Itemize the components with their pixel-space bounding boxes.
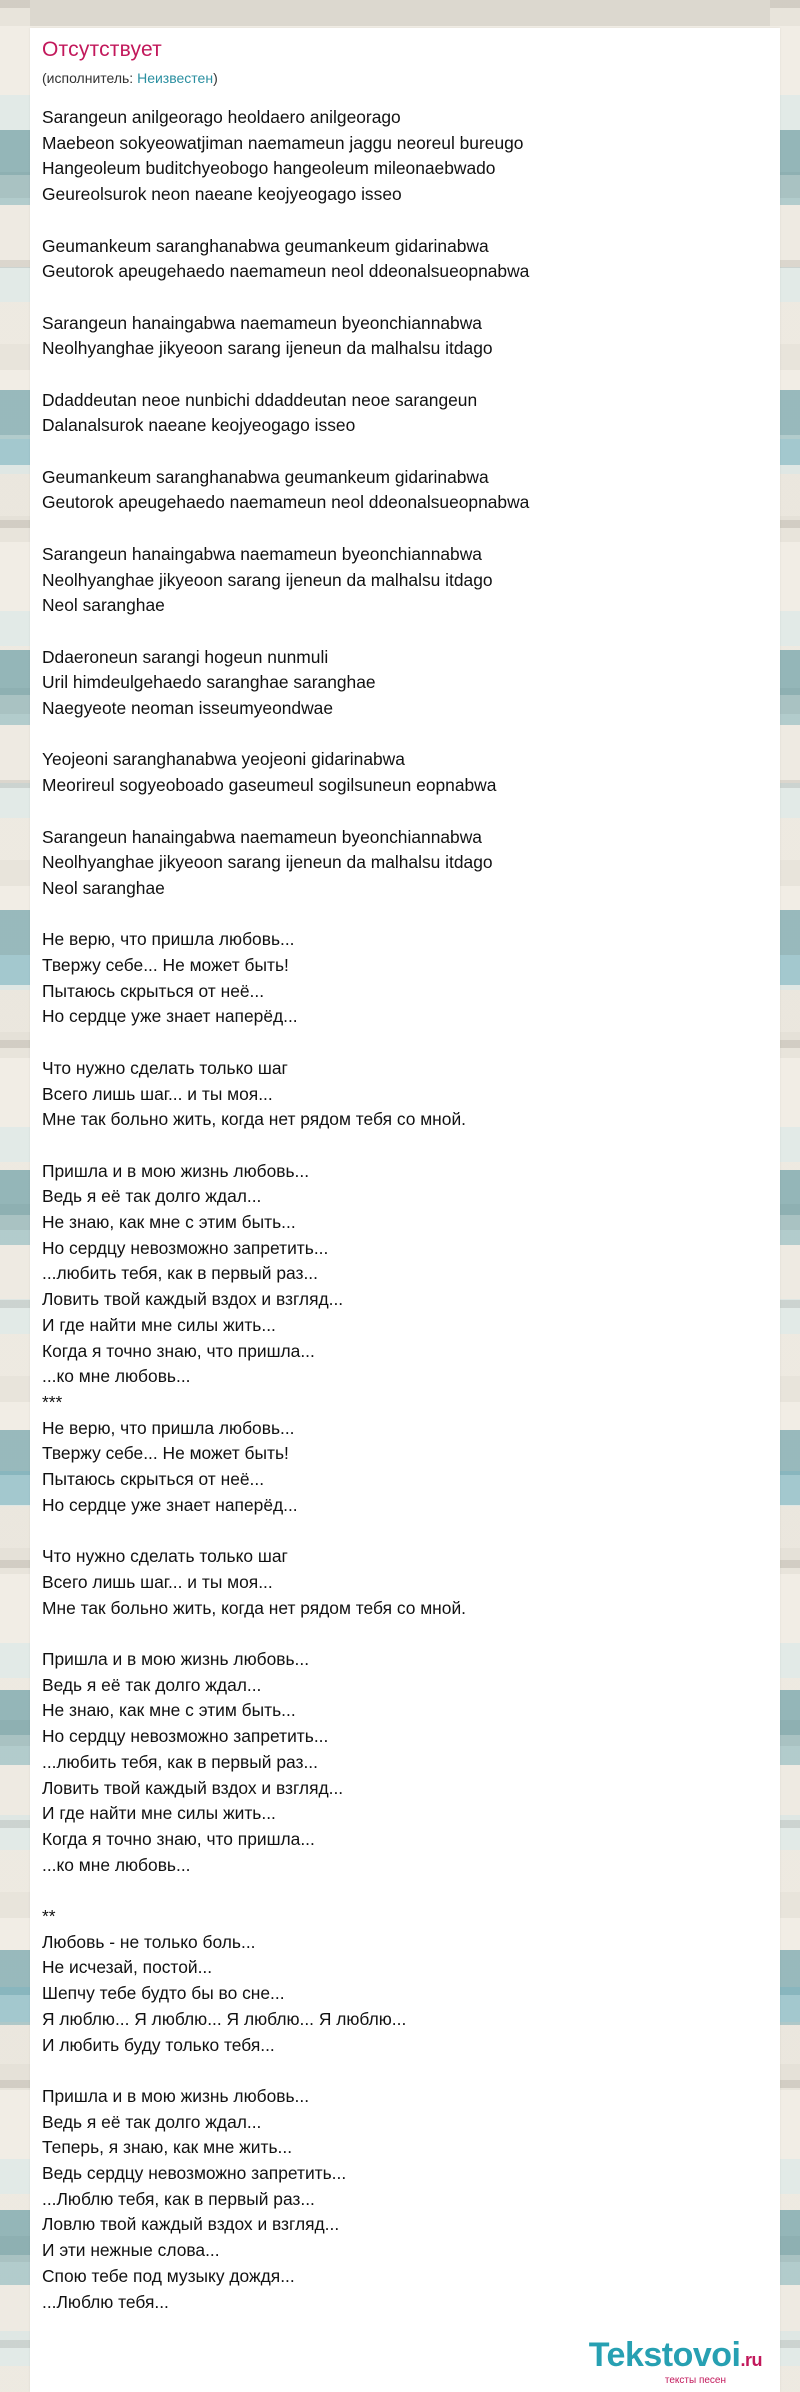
lyric-line: Ловить твой каждый вздох и взгляд...: [42, 1289, 344, 1310]
lyric-line: Ведь я её так долго ждал...: [42, 2111, 262, 2132]
lyric-line: Ведь я её так долго ждал...: [42, 1674, 262, 1695]
artist-prefix: (исполнитель:: [42, 70, 138, 86]
lyric-line: Dalanalsurok naeane keojyeogago isseo: [42, 415, 356, 436]
lyric-line: Не верю, что пришла любовь...: [42, 929, 295, 950]
lyric-line: Ловлю твой каждый вздох и взгляд...: [42, 2214, 340, 2235]
lyric-line: ...Люблю тебя...: [42, 2291, 169, 2312]
lyric-line: ...любить тебя, как в первый раз...: [42, 1751, 318, 1772]
lyric-line: ***: [42, 1391, 63, 1412]
lyric-line: Geutorok apeugehaedo naemameun neol ddeonalsueopnabwa: [42, 492, 530, 513]
lyric-line: Когда я точно знаю, что пришла...: [42, 1828, 315, 1849]
lyric-blank-line: [42, 619, 762, 645]
lyric-blank-line: [42, 1621, 762, 1647]
lyric-line: Что нужно сделать только шаг: [42, 1546, 288, 1567]
lyric-line: Но сердцу невозможно запретить...: [42, 1726, 329, 1747]
lyric-line: ...Люблю тебя, как в первый раз...: [42, 2188, 315, 2209]
lyric-line: ...любить тебя, как в первый раз...: [42, 1263, 318, 1284]
lyric-line: Naegyeote neoman isseumyeondwae: [42, 698, 333, 719]
lyric-line: Sarangeun hanaingabwa naemameun byeonchiannabwa: [42, 826, 482, 847]
lyric-blank-line: [42, 362, 762, 388]
lyric-line: Всего лишь шаг... и ты моя...: [42, 1083, 273, 1104]
lyric-blank-line: [42, 902, 762, 928]
logo-suffix: .ru: [740, 2350, 762, 2370]
lyric-line: Что нужно сделать только шаг: [42, 1057, 288, 1078]
lyric-line: ...ко мне любовь...: [42, 1366, 191, 1387]
lyric-line: Sarangeun hanaingabwa naemameun byeonchiannabwa: [42, 543, 482, 564]
lyric-blank-line: [42, 208, 762, 234]
lyric-line: Пришла и в мою жизнь любовь...: [42, 1160, 310, 1181]
lyric-line: Ddaddeutan neoe nunbichi ddaddeutan neoe sarangeun: [42, 389, 478, 410]
lyric-line: Мне так больно жить, когда нет рядом тебя со мной.: [42, 1109, 467, 1130]
artist-suffix: ): [213, 70, 218, 86]
lyric-blank-line: [42, 1133, 762, 1159]
lyric-line: Всего лишь шаг... и ты моя...: [42, 1571, 273, 1592]
lyric-line: Neolhyanghae jikyeoon sarang ijeneun da malhalsu itdago: [42, 569, 493, 590]
lyric-line: Neolhyanghae jikyeoon sarang ijeneun da malhalsu itdago: [42, 852, 493, 873]
lyric-line: Geutorok apeugehaedo naemameun neol ddeonalsueopnabwa: [42, 261, 530, 282]
lyric-line: Ведь сердцу невозможно запретить...: [42, 2163, 347, 2184]
lyric-line: Meorireul sogyeoboado gaseumeul sogilsuneun eopnabwa: [42, 775, 497, 796]
lyric-line: Не знаю, как мне с этим быть...: [42, 1700, 296, 1721]
lyric-line: Теперь, я знаю, как мне жить...: [42, 2137, 293, 2158]
lyric-line: И где найти мне силы жить...: [42, 1803, 276, 1824]
lyric-line: И любить буду только тебя...: [42, 2034, 275, 2055]
lyric-blank-line: [42, 1030, 762, 1056]
song-title: Отсутствует: [42, 38, 162, 61]
lyric-line: Geumankeum saranghanabwa geumankeum gidarinabwa: [42, 466, 489, 487]
lyric-line: Пытаюсь скрыться от неё...: [42, 980, 265, 1001]
site-logo[interactable]: [589, 2338, 762, 2386]
lyric-blank-line: [42, 516, 762, 542]
lyrics-text: [42, 105, 762, 2315]
lyric-blank-line: [42, 799, 762, 825]
lyric-line: Maebeon sokyeowatjiman naemameun jaggu neoreul bureugo: [42, 132, 524, 153]
lyric-line: Но сердце уже знает наперёд...: [42, 1006, 298, 1027]
lyric-line: Uril himdeulgehaedo saranghae saranghae: [42, 672, 376, 693]
lyric-line: Sarangeun anilgeorago heoldaero anilgeorago: [42, 107, 401, 127]
lyric-line: Neol saranghae: [42, 595, 165, 616]
lyric-line: Hangeoleum buditchyeobogo hangeoleum mileonaebwado: [42, 158, 496, 179]
lyric-blank-line: [42, 2058, 762, 2084]
lyric-line: ...ко мне любовь...: [42, 1854, 191, 1875]
lyric-line: Но сердцу невозможно запретить...: [42, 1237, 329, 1258]
lyric-line: Пришла и в мою жизнь любовь...: [42, 2085, 310, 2106]
lyric-line: Когда я точно знаю, что пришла...: [42, 1340, 315, 1361]
lyric-line: Не знаю, как мне с этим быть...: [42, 1212, 296, 1233]
lyric-line: Я люблю... Я люблю... Я люблю... Я люблю...: [42, 2008, 407, 2029]
lyric-line: Geumankeum saranghanabwa geumankeum gidarinabwa: [42, 235, 489, 256]
lyric-line: **: [42, 1906, 56, 1926]
lyric-line: Твержу себе... Не может быть!: [42, 955, 289, 976]
artist-line: [42, 70, 218, 86]
lyric-line: Спою тебе под музыку дождя...: [42, 2265, 295, 2286]
artist-link[interactable]: Неизвестен: [137, 70, 214, 86]
lyric-line: И эти нежные слова...: [42, 2240, 220, 2261]
lyric-line: Ddaeroneun sarangi hogeun nunmuli: [42, 646, 329, 667]
lyric-line: Yeojeoni saranghanabwa yeojeoni gidarinabwa: [42, 749, 405, 770]
lyric-line: И где найти мне силы жить...: [42, 1314, 276, 1335]
lyric-line: Geureolsurok neon naeane keojyeogago isseo: [42, 184, 402, 205]
lyric-blank-line: [42, 1878, 762, 1904]
lyric-line: Шепчу тебе будто бы во сне...: [42, 1983, 285, 2004]
lyric-blank-line: [42, 285, 762, 311]
lyric-line: Пытаюсь скрыться от неё...: [42, 1469, 265, 1490]
lyric-line: Neol saranghae: [42, 877, 165, 898]
logo-name: Tekstovoi: [588, 2336, 741, 2374]
lyric-line: Любовь - не только боль...: [42, 1931, 256, 1952]
lyric-line: Ведь я её так долго ждал...: [42, 1186, 262, 1207]
lyric-line: Мне так больно жить, когда нет рядом тебя со мной.: [42, 1597, 467, 1618]
lyric-line: Neolhyanghae jikyeoon sarang ijeneun da malhalsu itdago: [42, 338, 493, 359]
logo-tagline: тексты песен: [664, 2375, 726, 2386]
lyric-blank-line: [42, 722, 762, 748]
lyric-line: Но сердце уже знает наперёд...: [42, 1494, 298, 1515]
lyric-line: Твержу себе... Не может быть!: [42, 1443, 289, 1464]
lyric-line: Пришла и в мою жизнь любовь...: [42, 1648, 310, 1669]
lyric-line: Ловить твой каждый вздох и взгляд...: [42, 1777, 344, 1798]
lyric-blank-line: [42, 439, 762, 465]
lyric-blank-line: [42, 1519, 762, 1545]
left-decorative-stripe: [0, 0, 30, 2392]
lyric-line: Не исчезай, постой...: [42, 1957, 213, 1978]
lyric-line: Sarangeun hanaingabwa naemameun byeonchiannabwa: [42, 312, 482, 333]
lyrics-page: [30, 28, 780, 2392]
lyric-line: Не верю, что пришла любовь...: [42, 1417, 295, 1438]
